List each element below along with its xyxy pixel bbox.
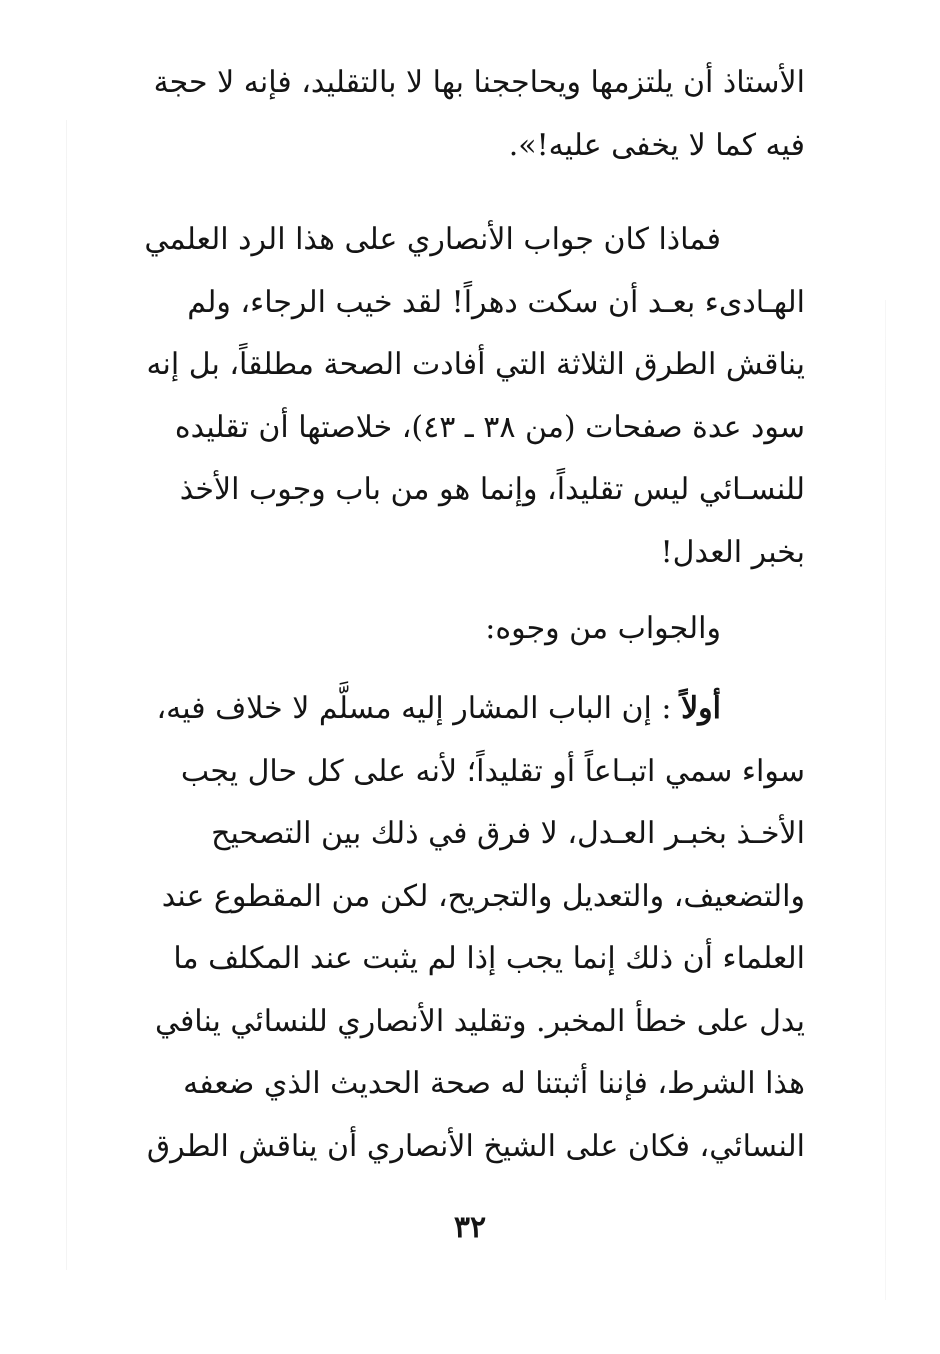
text-line: الأستاذ أن يلتزمها ويحاججنا بها لا بالتقليد، فإنه لا حجة — [153, 65, 805, 100]
scan-margin-shadow-right — [885, 300, 886, 1300]
text-line: سواء سمي اتبـاعاً أو تقليداً؛ لأنه على كل حال يجب — [180, 753, 805, 789]
page-number: ٣٢ — [453, 1210, 487, 1245]
text-line: فيه كما لا يخفى عليه!». — [508, 127, 805, 163]
paragraph-continuation — [133, 52, 805, 177]
point-lead-word: أولاً — [681, 691, 721, 726]
paragraph-ansari-response — [133, 209, 805, 584]
scan-margin-shadow — [66, 120, 67, 1270]
text-line: والتضعيف، والتعديل والتجريح، لكن من المقطوع عند — [161, 878, 805, 914]
text-line: يدل على خطأ المخبر. وتقليد الأنصاري للنسائي ينافي — [154, 1003, 805, 1039]
text-line: الهـادىء بعـد أن سكت دهراً! لقد خيب الرجاء، ولم — [187, 284, 805, 320]
text-line-first — [133, 678, 805, 741]
text-line: هذا الشرط، فإننا أثبتنا له صحة الحديث الذي ضعفه — [183, 1066, 805, 1101]
text-line: بخبر العدل! — [660, 534, 805, 570]
paragraph-first-point — [133, 678, 805, 1178]
text-line: الأخـذ بخبـر العـدل، لا فرق في ذلك بين التصحيح — [211, 816, 805, 851]
paragraph-answer-heading — [133, 598, 805, 661]
text-line: النسائي، فكان على الشيخ الأنصاري أن يناقش الطرق — [146, 1128, 805, 1164]
text-line: للنسـائي ليس تقليداً، وإنما هو من باب وجوب الأخذ — [179, 472, 805, 507]
text-line: والجواب من وجوه: — [485, 611, 721, 646]
text-line: العلماء أن ذلك إنما يجب إذا لم يثبت عند المكلف ما — [173, 941, 805, 976]
text-line: سود عدة صفحات (من ٣٨ ـ ٤٣)، خلاصتها أن تقليده — [174, 409, 805, 445]
point-first-line-text: : إن الباب المشار إليه مسلَّم لا خلاف فيه، — [156, 691, 672, 726]
text-line: فماذا كان جواب الأنصاري على هذا الرد العلمي — [144, 222, 721, 257]
text-line: يناقش الطرق الثلاثة التي أفادت الصحة مطلقاً، بل إنه — [146, 347, 805, 382]
